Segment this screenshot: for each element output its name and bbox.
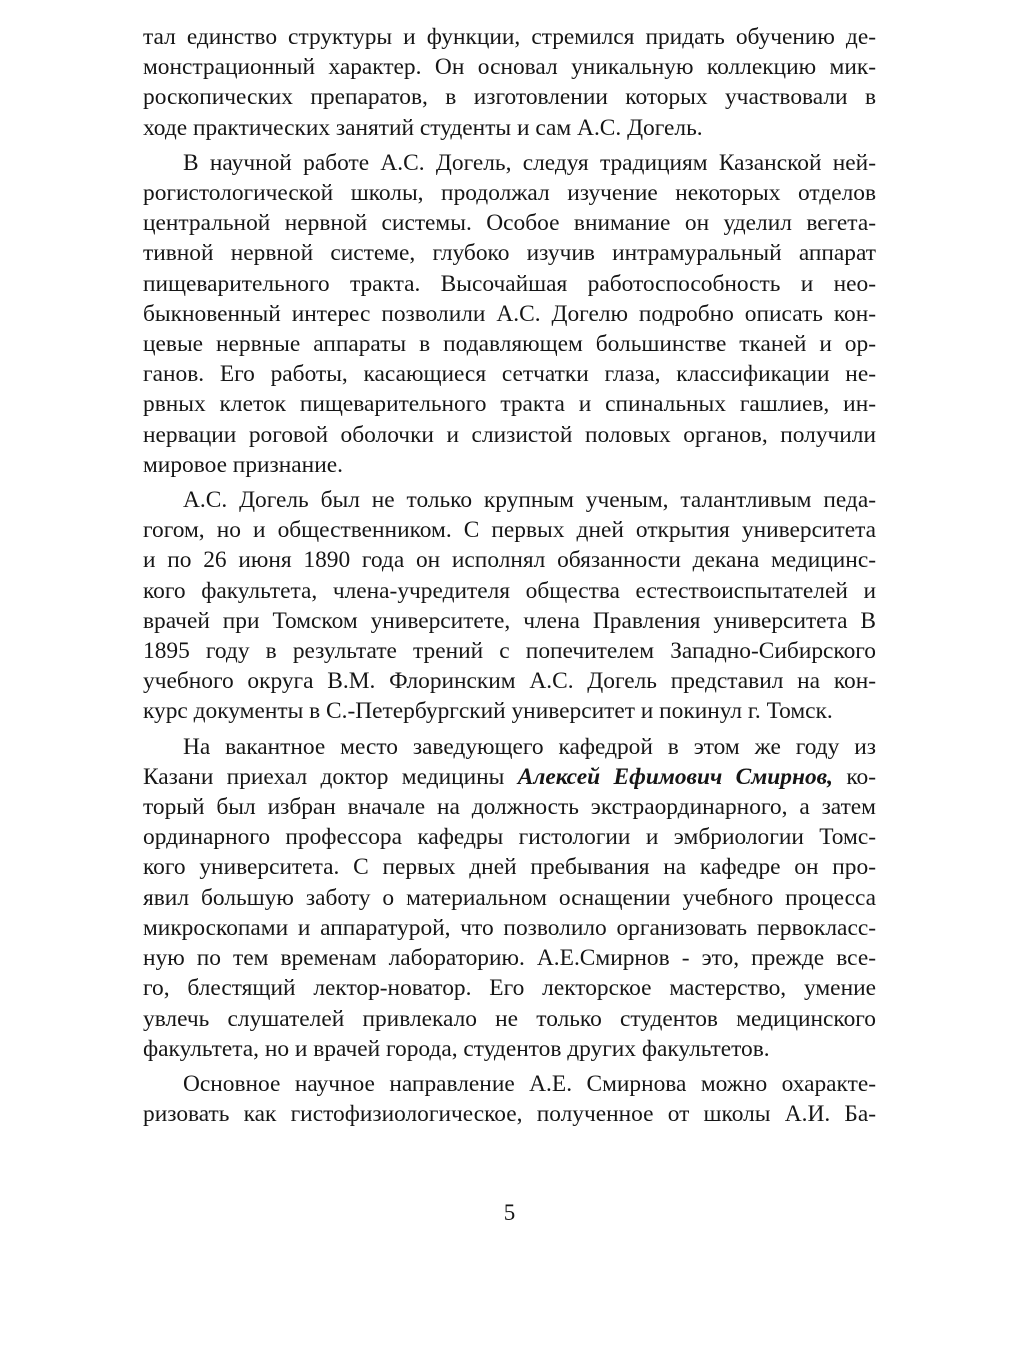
text-line: го, блестящий лектор-новатор. Его лекторское мастерство, умение	[143, 975, 876, 1002]
text-line: ходе практических занятий студенты и сам А.С. Догель.	[143, 114, 703, 141]
paragraph-2	[143, 148, 876, 480]
text-line: торый был избран вначале на должность экстраординарного, а затем	[143, 794, 876, 821]
paragraph-4	[143, 732, 876, 1064]
text-line: гогом, но и общественником. С первых дней открытия университета	[143, 517, 876, 544]
text-line: увлечь слушателей привлекало не только студентов медицинского	[143, 1005, 876, 1032]
text-line: центральной нервной системы. Особое внимание он уделил вегета-	[143, 210, 876, 237]
text-line: В научной работе А.С. Догель, следуя традициям Казанской ней-	[183, 149, 876, 176]
text-line: ную по тем временам лабораторию. А.Е.Смирнов - это, прежде все-	[143, 945, 876, 972]
paragraph-1	[143, 22, 876, 143]
text-line: врачей при Томском университете, члена Правления университета В	[143, 607, 876, 634]
text-line: быкновенный интерес позволили А.С. Догелю подробно описать кон-	[143, 300, 876, 327]
text-line: учебного округа В.М. Флоринским А.С. Догель представил на кон-	[143, 668, 876, 695]
body-text	[143, 22, 876, 1129]
text-line: роскопических препаратов, в изготовлении которых участвовали в	[143, 84, 876, 111]
text-line: курс документы в С.-Петербургский университет и покинул г. Томск.	[143, 698, 833, 725]
text-fragment: Казани приехал доктор медицины	[143, 763, 518, 790]
text-line: рвных клеток пищеварительного тракта и спинальных гашлиев, ин-	[143, 391, 876, 418]
document-page	[143, 22, 876, 1312]
text-line: Основное научное направление А.Е. Смирнова можно охаракте-	[183, 1070, 876, 1097]
page-number: 5	[503, 1200, 516, 1225]
text-fragment: ко-	[832, 763, 876, 790]
text-line: явил большую заботу о материальном оснащении учебного процесса	[143, 884, 876, 911]
paragraph-5	[143, 1069, 876, 1129]
text-line: пищеварительного тракта. Высочайшая работоспособность и нео-	[143, 270, 876, 297]
text-line	[143, 762, 876, 792]
text-line: ординарного профессора кафедры гистологии и эмбриологии Томс-	[143, 824, 876, 851]
text-line: ризовать как гистофизиологическое, полученное от школы А.И. Ба-	[143, 1101, 876, 1128]
text-line: рогистологической школы, продолжал изучение некоторых отделов	[143, 180, 876, 207]
text-line: А.С. Догель был не только крупным ученым, талантливым педа-	[183, 487, 876, 514]
text-line: нервации роговой оболочки и слизистой половых органов, получили	[143, 421, 876, 448]
text-line: факультета, но и врачей города, студентов других факультетов.	[143, 1035, 770, 1062]
text-line: ганов. Его работы, касающиеся сетчатки глаза, классификации не-	[143, 361, 876, 388]
text-line: микроскопами и аппаратурой, что позволило организовать первокласс-	[143, 914, 876, 941]
text-line: монстрационный характер. Он основал уникальную коллекцию мик-	[143, 54, 876, 81]
text-line: 1895 году в результате трений с попечителем Западно-Сибирского	[143, 638, 876, 665]
text-line: мировое признание.	[143, 451, 343, 478]
text-line: и по 26 июня 1890 года он исполнял обязанности декана медицинс-	[143, 547, 876, 574]
text-line: кого университета. С первых дней пребывания на кафедре он про-	[143, 854, 876, 881]
text-line: На вакантное место заведующего кафедрой в этом же году из	[183, 733, 876, 760]
paragraph-3	[143, 485, 876, 727]
person-name-emphasis: Алексей Ефимович Смирнов,	[517, 763, 833, 790]
text-line: цевые нервные аппараты в подавляющем большинстве тканей и ор-	[143, 331, 876, 358]
text-line: тивной нервной системе, глубоко изучив интрамуральный аппарат	[143, 240, 876, 267]
text-line: тал единство структуры и функции, стремился придать обучению де-	[143, 24, 876, 50]
text-line: кого факультета, члена-учредителя общества естествоиспытателей и	[143, 577, 876, 604]
